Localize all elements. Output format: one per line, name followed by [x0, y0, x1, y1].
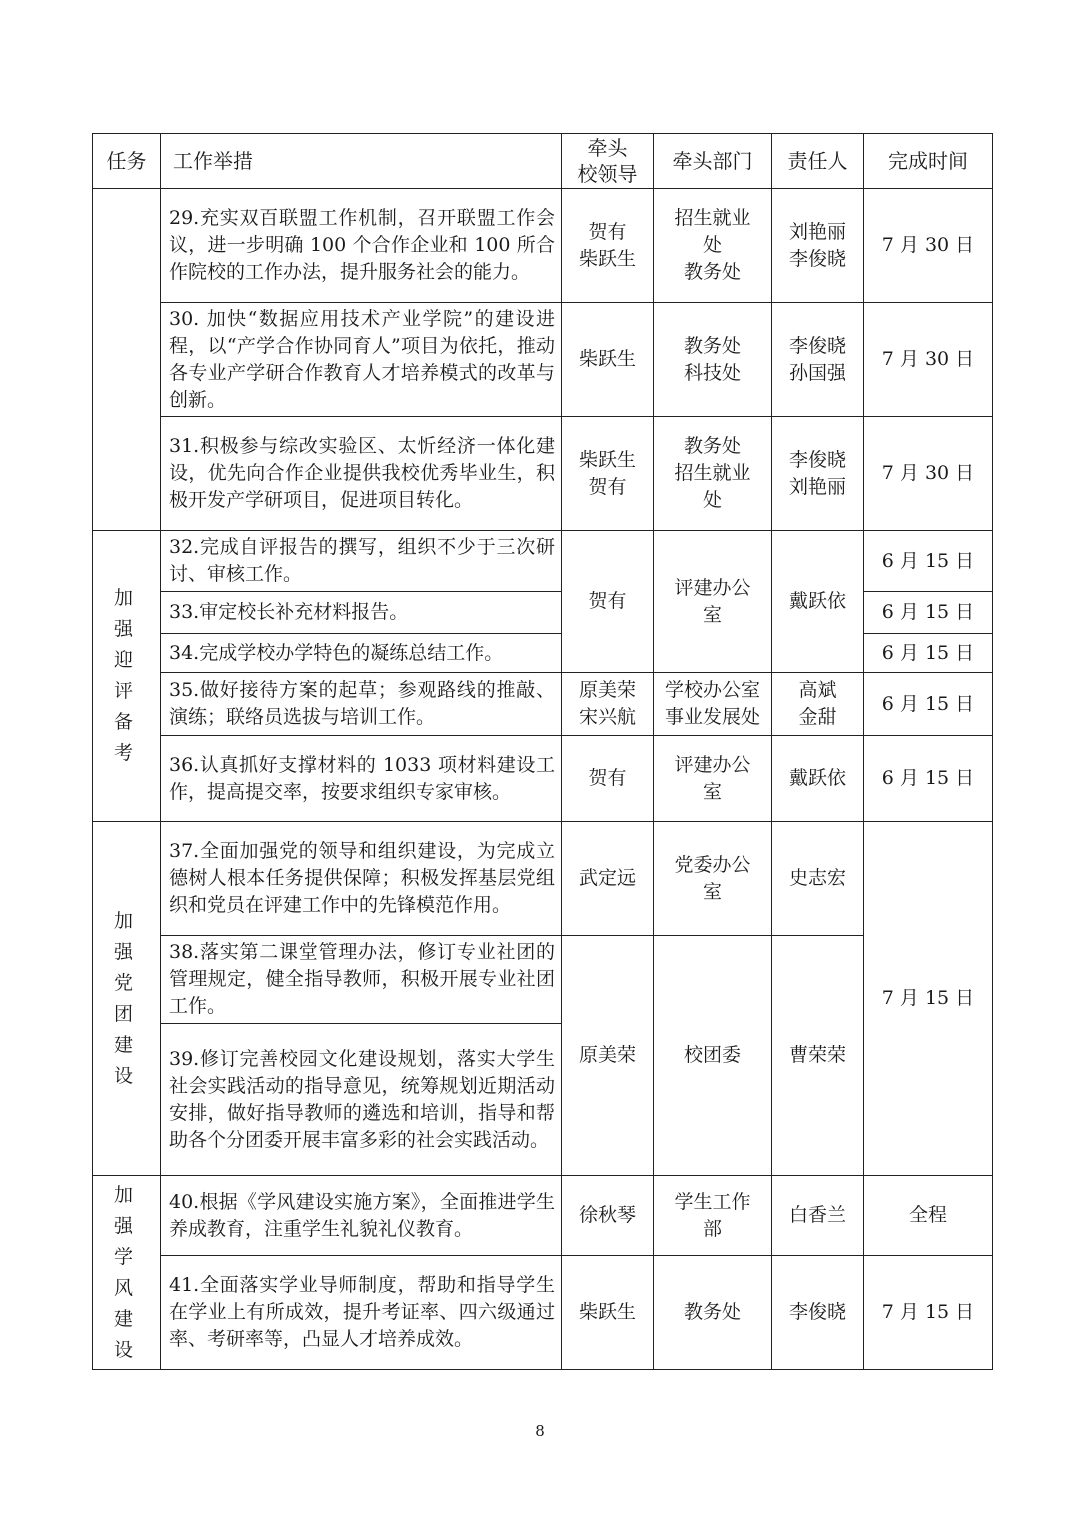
leader-cell: 贺有 [562, 531, 654, 673]
dept-cell: 教务处 招生就业 处 [654, 417, 772, 531]
page-number: 8 [535, 1422, 545, 1440]
measure-cell: 31.积极参与综改实验区、太忻经济一体化建设，优先向合作企业提供我校优秀毕业生，积极开发产学研项目，促进项目转化。 [161, 417, 562, 531]
header-owner: 责任人 [772, 134, 864, 189]
dept-cell: 招生就业 处 教务处 [654, 189, 772, 303]
table-row [93, 189, 993, 303]
dept-cell: 教务处 [654, 1256, 772, 1370]
table-row [93, 531, 993, 592]
table-row [93, 936, 993, 1024]
table-row [93, 303, 993, 417]
measure-cell: 40.根据《学风建设实施方案》，全面推进学生养成教育，注重学生礼貌礼仪教育。 [161, 1176, 562, 1256]
header-dept: 牵头部门 [654, 134, 772, 189]
table-header-row [93, 134, 993, 189]
leader-cell: 贺有 [562, 736, 654, 822]
deadline-cell: 6 月 15 日 [864, 736, 993, 822]
measure-cell: 29.充实双百联盟工作机制，召开联盟工作会议，进一步明确 100 个合作企业和 100 所合作院校的工作办法，提升服务社会的能力。 [161, 189, 562, 303]
deadline-cell: 全程 [864, 1176, 993, 1256]
measure-cell: 30. 加快“数据应用技术产业学院”的建设进程，以“产学合作协同育人”项目为依托，推动各专业产学研合作教育人才培养模式的改革与创新。 [161, 303, 562, 417]
leader-cell: 贺有 柴跃生 [562, 189, 654, 303]
leader-cell: 原美荣 [562, 936, 654, 1176]
measure-cell: 37.全面加强党的领导和组织建设，为完成立德树人根本任务提供保障；积极发挥基层党组织和党员在评建工作中的先锋模范作用。 [161, 822, 562, 936]
owner-cell: 史志宏 [772, 822, 864, 936]
table-row [93, 673, 993, 736]
dept-cell: 校团委 [654, 936, 772, 1176]
owner-cell: 戴跃依 [772, 531, 864, 673]
header-measure: 工作举措 [161, 134, 562, 189]
leader-cell: 徐秋琴 [562, 1176, 654, 1256]
task-cell: 加强 学风 建设 [93, 1176, 161, 1370]
deadline-cell: 7 月 15 日 [864, 822, 993, 1176]
leader-cell: 柴跃生 [562, 1256, 654, 1370]
measure-cell: 35.做好接待方案的起草；参观路线的推敲、演练；联络员选拔与培训工作。 [161, 673, 562, 736]
table-row [93, 1256, 993, 1370]
owner-cell: 曹荣荣 [772, 936, 864, 1176]
deadline-cell: 7 月 30 日 [864, 417, 993, 531]
header-task: 任务 [93, 134, 161, 189]
measure-cell: 41.全面落实学业导师制度，帮助和指导学生在学业上有所成效，提升考证率、四六级通过率、考研率等，凸显人才培养成效。 [161, 1256, 562, 1370]
header-deadline: 完成时间 [864, 134, 993, 189]
leader-cell: 柴跃生 贺有 [562, 417, 654, 531]
table-row [93, 1176, 993, 1256]
owner-cell: 李俊晓 刘艳丽 [772, 417, 864, 531]
task-cell: 加强 迎评 备考 [93, 531, 161, 822]
task-cell-empty [93, 189, 161, 531]
table-row [93, 417, 993, 531]
deadline-cell: 6 月 15 日 [864, 592, 993, 634]
table-row [93, 736, 993, 822]
measure-cell: 34.完成学校办学特色的凝练总结工作。 [161, 634, 562, 673]
dept-cell: 学生工作 部 [654, 1176, 772, 1256]
owner-cell: 白香兰 [772, 1176, 864, 1256]
deadline-cell: 7 月 30 日 [864, 303, 993, 417]
work-plan-table [92, 133, 993, 1370]
owner-cell: 戴跃依 [772, 736, 864, 822]
leader-cell: 原美荣 宋兴航 [562, 673, 654, 736]
owner-cell: 刘艳丽 李俊晓 [772, 189, 864, 303]
measure-cell: 32.完成自评报告的撰写，组织不少于三次研讨、审核工作。 [161, 531, 562, 592]
header-leader: 牵头 校领导 [562, 134, 654, 189]
deadline-cell: 7 月 30 日 [864, 189, 993, 303]
owner-cell: 李俊晓 孙国强 [772, 303, 864, 417]
dept-cell: 学校办公室 事业发展处 [654, 673, 772, 736]
task-cell: 加强 党团 建设 [93, 822, 161, 1176]
leader-cell: 武定远 [562, 822, 654, 936]
measure-cell: 36.认真抓好支撑材料的 1033 项材料建设工作，提高提交率，按要求组织专家审核。 [161, 736, 562, 822]
deadline-cell: 7 月 15 日 [864, 1256, 993, 1370]
measure-cell: 38.落实第二课堂管理办法，修订专业社团的管理规定，健全指导教师，积极开展专业社团工作。 [161, 936, 562, 1024]
deadline-cell: 6 月 15 日 [864, 531, 993, 592]
table-row [93, 822, 993, 936]
deadline-cell: 6 月 15 日 [864, 634, 993, 673]
dept-cell: 党委办公 室 [654, 822, 772, 936]
deadline-cell: 6 月 15 日 [864, 673, 993, 736]
dept-cell: 评建办公 室 [654, 531, 772, 673]
dept-cell: 教务处 科技处 [654, 303, 772, 417]
owner-cell: 李俊晓 [772, 1256, 864, 1370]
owner-cell: 高斌 金甜 [772, 673, 864, 736]
measure-cell: 39.修订完善校园文化建设规划，落实大学生社会实践活动的指导意见，统筹规划近期活动安排，做好指导教师的遴选和培训，指导和帮助各个分团委开展丰富多彩的社会实践活动。 [161, 1024, 562, 1176]
leader-cell: 柴跃生 [562, 303, 654, 417]
measure-cell: 33.审定校长补充材料报告。 [161, 592, 562, 634]
dept-cell: 评建办公 室 [654, 736, 772, 822]
